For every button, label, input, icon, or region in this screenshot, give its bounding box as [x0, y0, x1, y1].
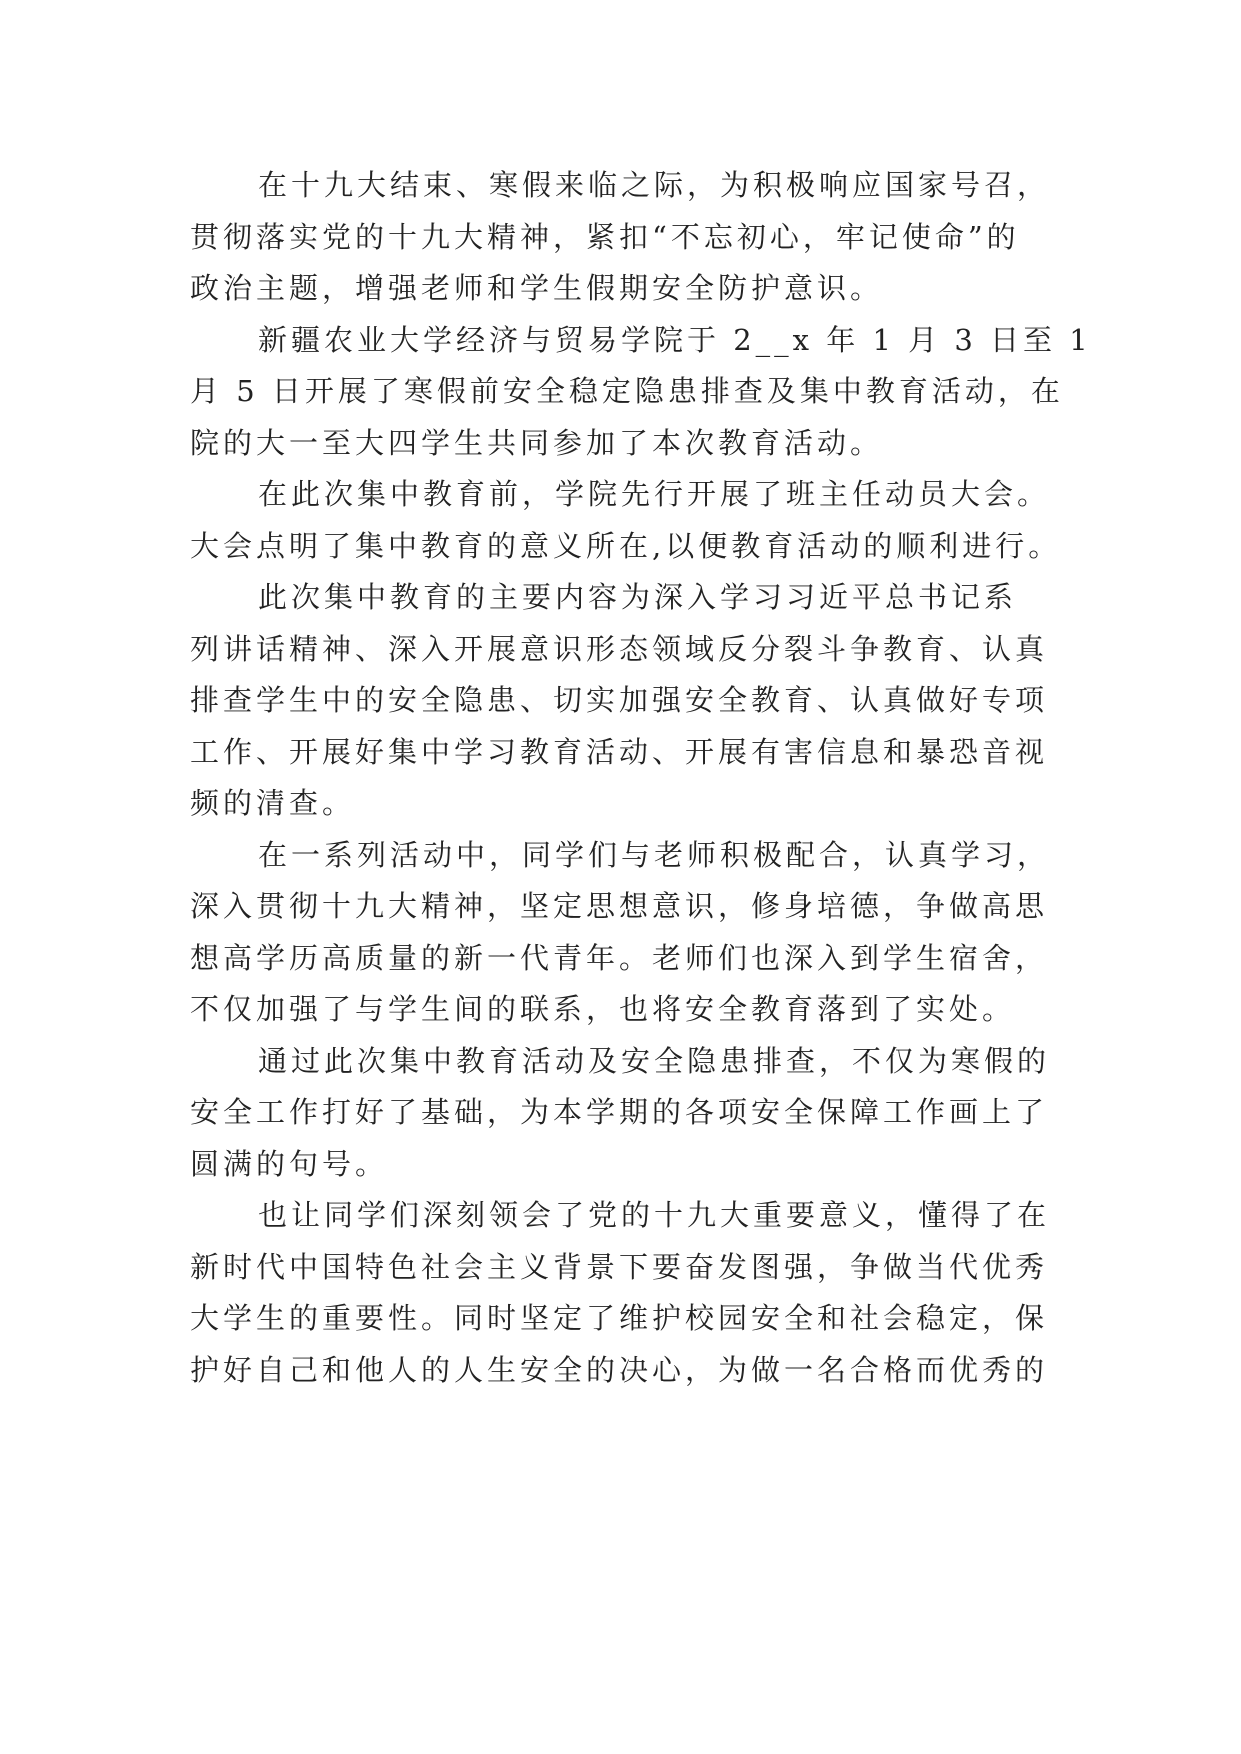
text-line: 贯彻落实党的十九大精神，紧扣“不忘初心，牢记使命”的 [190, 219, 1020, 254]
text-line: 在一系列活动中，同学们与老师积极配合，认真学习， [258, 837, 1051, 872]
paragraph-6 [190, 1036, 1060, 1191]
text-line: 频的清查。 [190, 786, 356, 820]
text-line: 大会点明了集中教育的意义所在,以便教育活动的顺利进行。 [190, 528, 1062, 563]
text-line: 想高学历高质量的新一代青年。老师们也深入到学生宿舍， [190, 940, 1049, 975]
text-line: 深入贯彻十九大精神，坚定思想意识，修身培德，争做高思 [190, 889, 1049, 923]
text-line: 也让同学们深刻领会了党的十九大重要意义，懂得了在 [258, 1198, 1051, 1232]
document-body [190, 160, 1092, 1396]
text-line: 圆满的句号。 [190, 1146, 389, 1181]
text-line: 此次集中教育的主要内容为深入学习习近平总书记系 [258, 580, 1018, 614]
paragraph-2 [190, 315, 1092, 470]
paragraph-7 [190, 1190, 1060, 1396]
text-line: 列讲话精神、深入开展意识形态领域反分裂斗争教育、认真 [190, 631, 1049, 666]
text-line: 月 5 日开展了寒假前安全稳定隐患排查及集中教育活动，在 [190, 374, 1064, 408]
text-line: 大学生的重要性。同时坚定了维护校园安全和社会稳定，保 [190, 1301, 1049, 1335]
text-line: 护好自己和他人的人生安全的决心，为做一名合格而优秀的 [190, 1352, 1049, 1387]
text-line: 新时代中国特色社会主义背景下要奋发图强，争做当代优秀 [190, 1249, 1049, 1284]
text-line: 通过此次集中教育活动及安全隐患排查，不仅为寒假的 [258, 1043, 1051, 1078]
paragraph-1 [190, 160, 1060, 315]
text-line: 新疆农业大学经济与贸易学院于 2__x 年 1 月 3 日至 1 [258, 322, 1092, 357]
paragraph-3 [190, 469, 1060, 572]
text-line: 排查学生中的安全隐患、切实加强安全教育、认真做好专项 [190, 683, 1049, 717]
text-line: 不仅加强了与学生间的联系，也将安全教育落到了实处。 [190, 992, 1016, 1026]
text-line: 在此次集中教育前，学院先行开展了班主任动员大会。 [258, 477, 1051, 511]
text-line: 政治主题，增强老师和学生假期安全防护意识。 [190, 271, 884, 305]
paragraph-4 [190, 572, 1060, 830]
text-line: 院的大一至大四学生共同参加了本次教育活动。 [190, 425, 884, 460]
text-line: 工作、开展好集中学习教育活动、开展有害信息和暴恐音视 [190, 734, 1049, 769]
paragraph-5 [190, 830, 1060, 1036]
text-line: 安全工作打好了基础，为本学期的各项安全保障工作画上了 [190, 1095, 1049, 1129]
text-line: 在十九大结束、寒假来临之际，为积极响应国家号召， [258, 168, 1051, 202]
